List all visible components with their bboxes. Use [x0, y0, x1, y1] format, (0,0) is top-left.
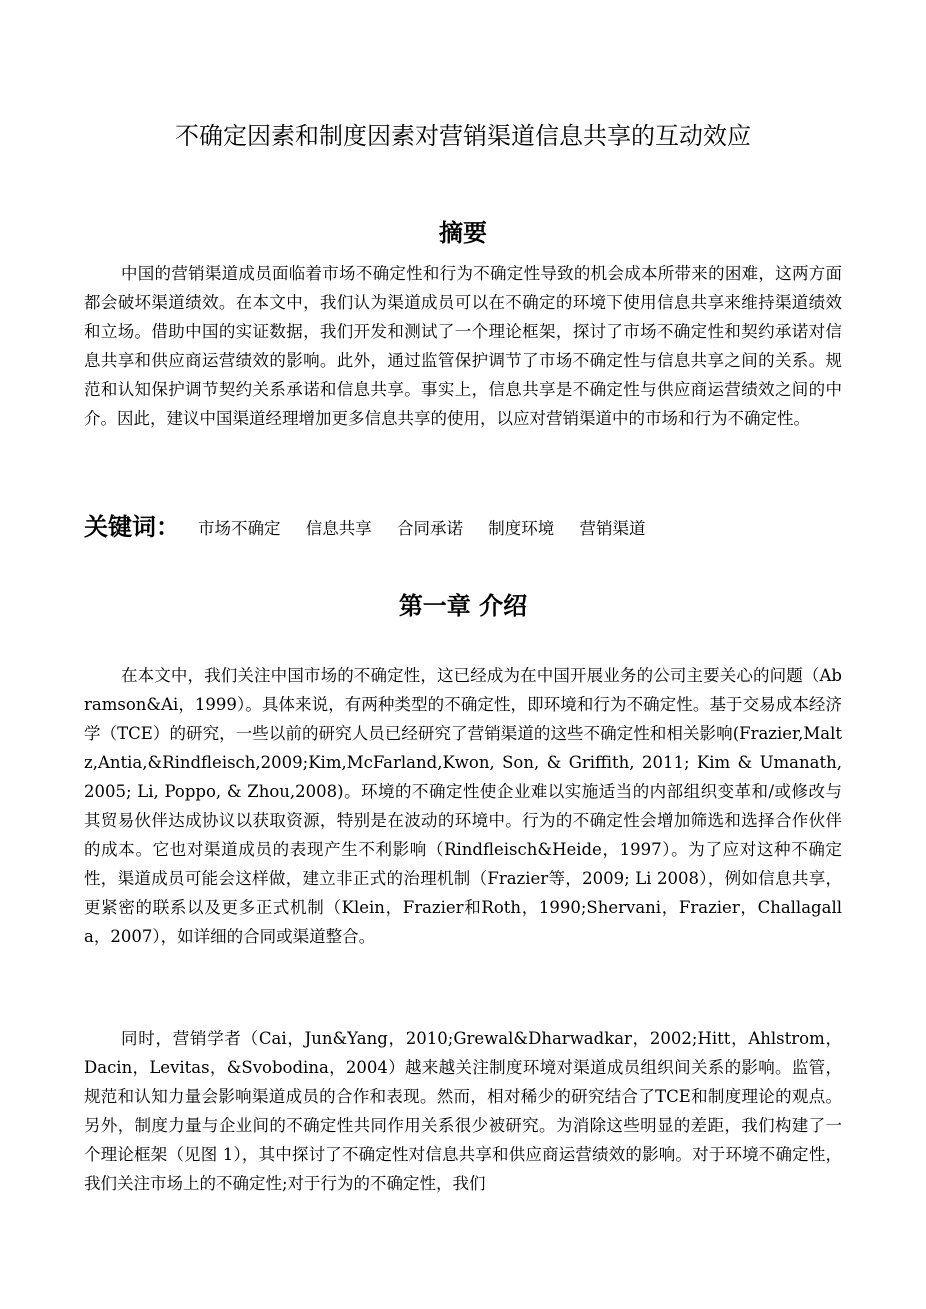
body-paragraph: 在本文中，我们关注中国市场的不确定性，这已经成为在中国开展业务的公司主要关心的问题（Abramson&Ai，1999）。具体来说，有两种类型的不确定性，即环境和行为不确定性。基于交易成本经济学（TCE）的研究，一些以前的研究人员已经研究了营销渠道的这些不确定性和相关影响(Frazier,Maltz,Antia,&Rindfleisch,2009;Kim,McFarland,Kwon, Son, & Griffith, 2011; Kim & Umanath, 2005; Li, Poppo, & Zhou,2008)。环境的不确定性使企业难以实施适当的内部组织变革和/或修改与其贸易伙伴达成协议以获取资源，特别是在波动的环境中。行为的不确定性会增加筛选和选择合作伙伴的成本。它也对渠道成员的表现产生不利影响（Rindfleisch&Heide，1997）。为了应对这种不确定性，渠道成员可能会这样做，建立非正式的治理机制（Frazier等，2009; Li 2008），例如信息共享，更紧密的联系以及更多正式机制（Klein，Frazier和Roth，1990;Shervani，Frazier，Challagalla，2007），如详细的合同或渠道整合。 [84, 666, 842, 946]
abstract-heading: 摘要 [439, 219, 487, 247]
keyword-item: 市场不确定 [198, 519, 281, 538]
keyword-item: 信息共享 [305, 519, 372, 538]
chapter-heading: 第一章 介绍 [398, 592, 528, 620]
keywords-section [84, 509, 842, 547]
body-paragraph: 同时，营销学者（Cai，Jun&Yang，2010;Grewal&Dharwadkar，2002;Hitt，Ahlstrom，Dacin，Levitas，&Svobodina，2004）越来越关注制度环境对渠道成员组织间关系的影响。监管，规范和认知力量会影响渠道成员的合作和表现。然而，相对稀少的研究结合了TCE和制度理论的观点。另外，制度力量与企业间的不确定性共同作用关系很少被研究。为消除这些明显的差距，我们构建了一个理论框架（见图 1），其中探讨了不确定性对信息共享和供应商运营绩效的影响。对于环境不确定性，我们关注市场上的不确定性;对于行为的不确定性，我们 [84, 1029, 842, 1193]
keyword-item: 制度环境 [488, 519, 555, 538]
keywords-label: 关键词： [84, 513, 180, 541]
keyword-item: 营销渠道 [579, 519, 646, 538]
keywords-list [198, 517, 666, 541]
document-title: 不确定因素和制度因素对营销渠道信息共享的互动效应 [175, 122, 751, 150]
keyword-item: 合同承诺 [397, 519, 463, 538]
abstract-paragraph: 中国的营销渠道成员面临着市场不确定性和行为不确定性导致的机会成本所带来的困难，这两方面都会破坏渠道绩效。在本文中，我们认为渠道成员可以在不确定的环境下使用信息共享来维持渠道绩效和立场。借助中国的实证数据，我们开发和测试了一个理论框架，探讨了市场不确定性和契约承诺对信息共享和供应商运营绩效的影响。此外，通过监管保护调节了市场不确定性与信息共享之间的关系。规范和认知保护调节契约关系承诺和信息共享。事实上，信息共享是不确定性与供应商运营绩效之间的中介。因此，建议中国渠道经理增加更多信息共享的使用，以应对营销渠道中的市场和行为不确定性。 [84, 264, 842, 428]
